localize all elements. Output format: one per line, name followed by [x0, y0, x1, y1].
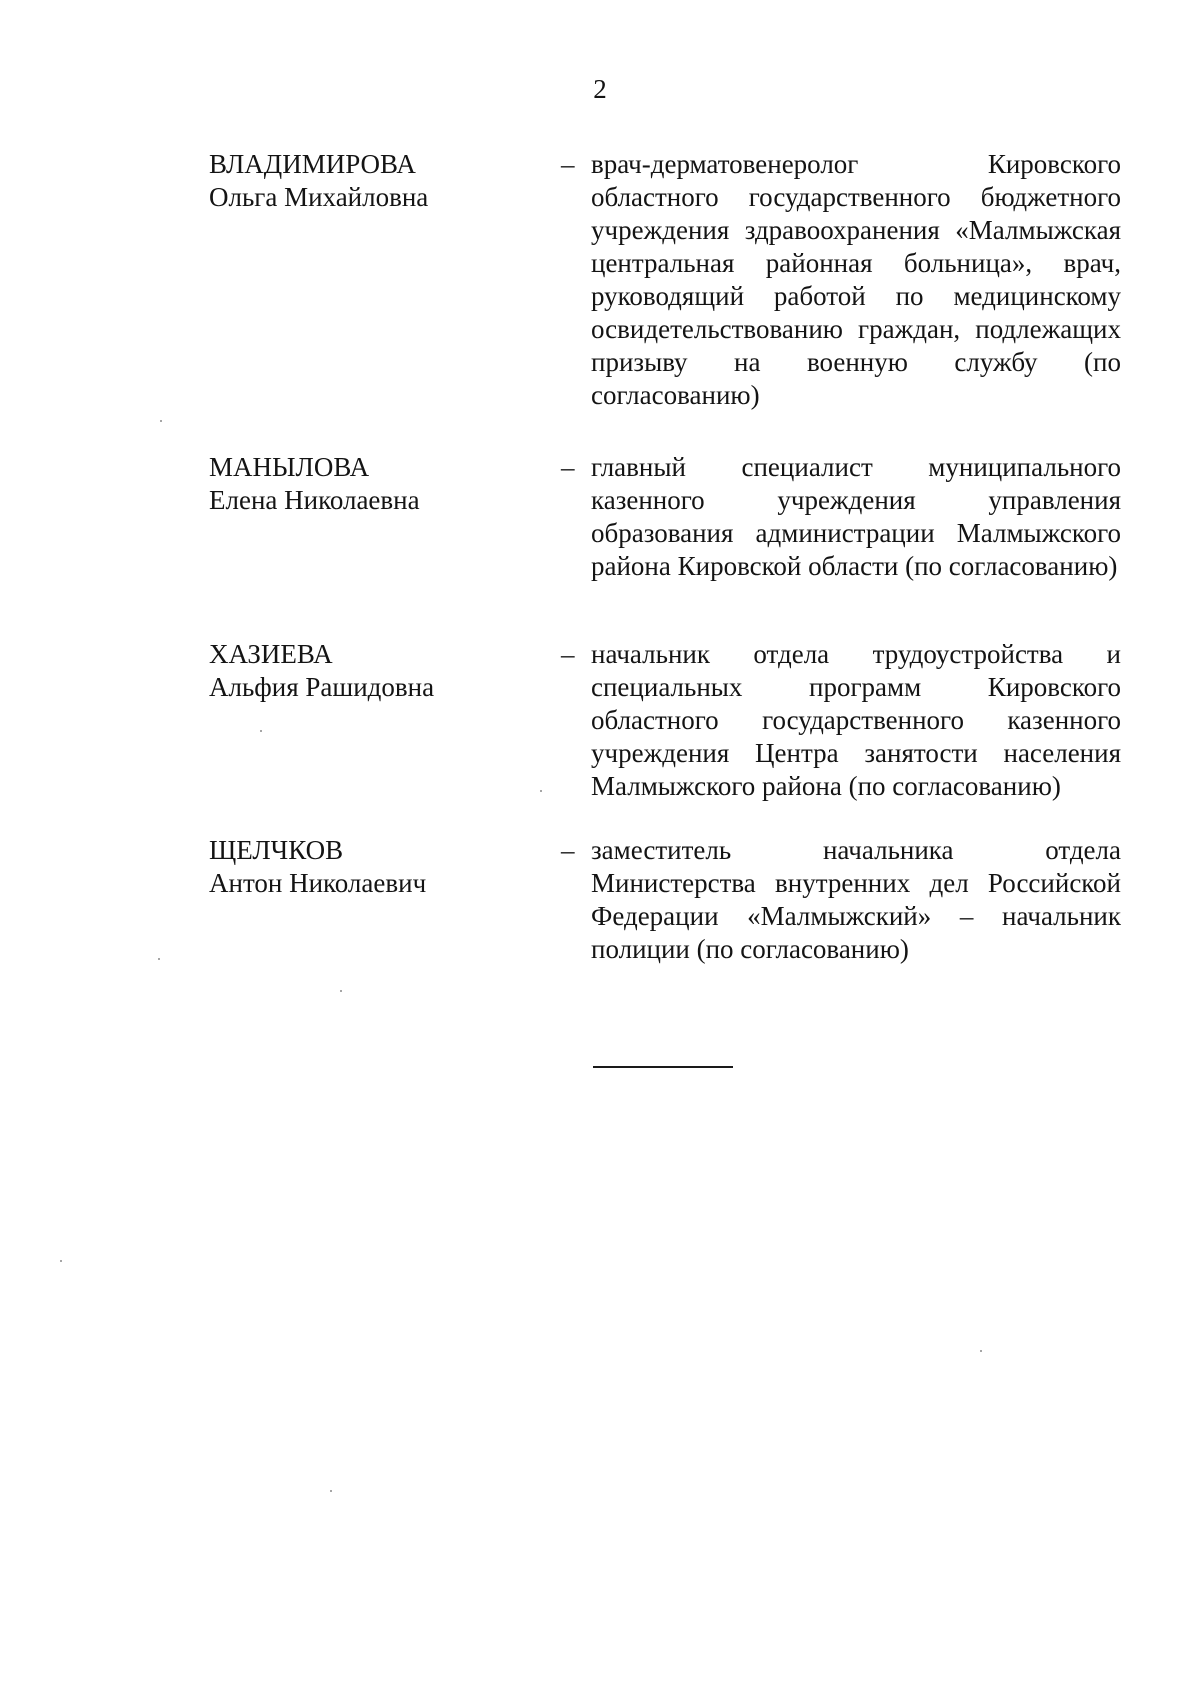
- member-given-names: Ольга Михайловна: [209, 182, 429, 212]
- dash-separator: –: [561, 639, 575, 669]
- member-surname: МАНЫЛОВА: [209, 452, 370, 482]
- member-given-names: Елена Николаевна: [209, 485, 420, 515]
- scan-speck: [60, 1260, 62, 1262]
- scan-speck: [330, 1490, 332, 1492]
- member-given-names: Антон Николаевич: [209, 868, 427, 898]
- scan-speck: [160, 420, 162, 422]
- dash-separator: –: [561, 149, 575, 179]
- scan-speck: [340, 990, 342, 992]
- member-name: [209, 148, 539, 214]
- dash-separator: –: [561, 452, 575, 482]
- member-given-names: Альфия Рашидовна: [209, 672, 435, 702]
- member-name: [209, 834, 539, 900]
- member-surname: ВЛАДИМИРОВА: [209, 149, 416, 179]
- scan-speck: [540, 790, 542, 792]
- dash-separator: –: [561, 835, 575, 865]
- scan-speck: [158, 958, 160, 960]
- member-name: [209, 451, 539, 517]
- member-role: начальник отдела трудоустройства и специальных программ Кировского областного государственного казенного учреждения Центра занятости населения Малмыжского района (по согласованию): [591, 639, 1121, 801]
- member-role: главный специалист муниципального казенного учреждения управления образования администрации Малмыжского района Кировской области (по согласованию): [591, 452, 1121, 581]
- scan-speck: [260, 730, 262, 732]
- member-name: [209, 638, 539, 704]
- page-number: 2: [593, 74, 607, 104]
- member-role: заместитель начальника отдела Министерства внутренних дел Российской Федерации «Малмыжский» – начальник полиции (по согласованию): [591, 835, 1121, 964]
- scan-speck: [980, 1350, 982, 1352]
- member-role: врач-дерматовенеролог Кировского областного государственного бюджетного учреждения здравоохранения «Малмыжская центральная районная больница», врач, руководящий работой по медицинскому освидетельствованию граждан, подлежащих призыву на военную службу (по согласованию): [591, 149, 1121, 410]
- member-surname: ХАЗИЕВА: [209, 639, 333, 669]
- member-surname: ЩЕЛЧКОВ: [209, 835, 344, 865]
- closing-rule: [593, 1066, 733, 1068]
